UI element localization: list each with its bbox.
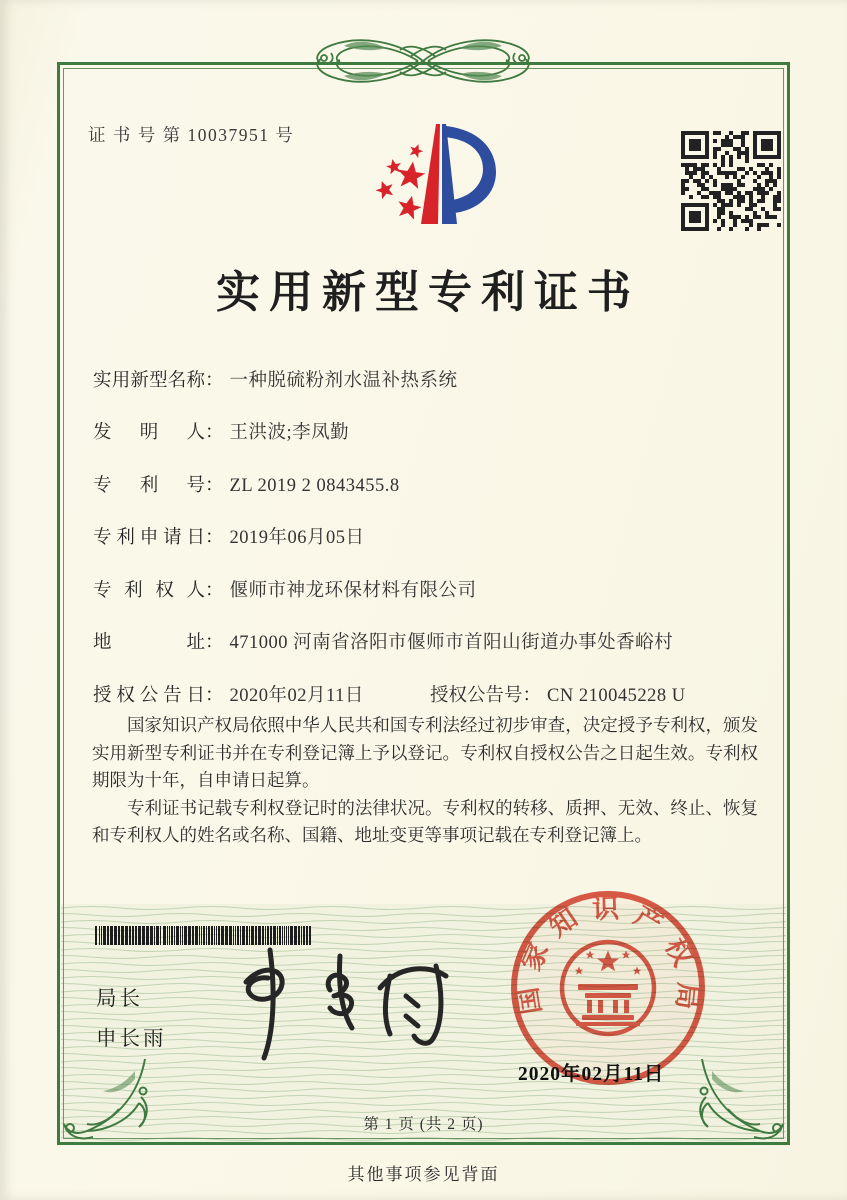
field-label: 授权公告日 <box>93 686 205 706</box>
field-value: 2019年06月05日 <box>229 528 365 548</box>
page-number: 第 1 页 (共 2 页) <box>363 1116 484 1133</box>
back-side-note: 其他事项参见背面 <box>347 1165 500 1184</box>
field-value: 一种脱硫粉剂水温补热系统 <box>229 371 458 391</box>
director-title-label: 局长 <box>96 988 143 1010</box>
field-label: 专利申请日 <box>93 528 205 548</box>
field-row-address <box>93 630 758 656</box>
field-row-patentee <box>93 578 758 604</box>
field-colon: ： <box>205 581 224 601</box>
cnipa-logo-icon <box>352 112 502 240</box>
seal-date: 2020年02月11日 <box>518 1064 665 1085</box>
field-row-grant <box>93 683 758 709</box>
field-row-patent-no <box>93 473 758 499</box>
qr-code <box>681 131 781 231</box>
field-colon: ： <box>205 423 224 443</box>
director-signature-icon <box>212 938 452 1068</box>
seal-arc-text: 国家知识产权局 <box>512 893 704 1017</box>
field-colon: ： <box>205 476 224 496</box>
field-value: 2020年02月11日 <box>229 686 364 706</box>
field-value: 471000 河南省洛阳市偃师市首阳山街道办事处香峪村 <box>229 633 674 653</box>
field-value: 偃师市神龙环保材料有限公司 <box>229 581 477 601</box>
field-colon: ： <box>205 528 224 548</box>
field-value: ZL 2019 2 0843455.8 <box>229 476 400 496</box>
field-row-name <box>93 368 758 394</box>
field-colon: ： <box>522 686 542 706</box>
field-row-inventor <box>93 420 758 446</box>
field-label: 地址 <box>93 633 205 653</box>
top-flourish-ornament-icon <box>270 33 576 93</box>
field-value: 王洪波;李凤勤 <box>229 423 350 443</box>
field-label: 授权公告号 <box>430 686 523 706</box>
field-label: 实用新型名称 <box>93 371 205 391</box>
paragraph: 国家知识产权局依照中华人民共和国专利法经过初步审查，决定授予专利权，颁发实用新型专利证书并在专利登记簿上予以登记。专利权自授权公告之日起生效。专利权期限为十年，自申请日起算。 <box>92 715 758 790</box>
director-name-label: 申长雨 <box>96 1028 167 1050</box>
certificate-number: 证 书 号 第 10037951 号 <box>88 125 295 145</box>
field-label: 专利号 <box>93 476 205 496</box>
field-label: 发明人 <box>93 423 205 443</box>
certificate-title: 实用新型专利证书 <box>216 268 640 317</box>
field-label: 专利权人 <box>93 581 205 601</box>
legal-text <box>92 712 758 850</box>
field-colon: ： <box>205 371 224 391</box>
grant-number-group <box>430 683 686 709</box>
field-row-filing-date <box>93 525 758 551</box>
field-colon: ： <box>205 633 224 653</box>
paragraph: 专利证书记载专利权登记时的法律状况。专利权的转移、质押、无效、终止、恢复和专利权人的姓名或名称、国籍、地址变更等事项记载在专利登记簿上。 <box>92 797 758 845</box>
field-colon: ： <box>205 686 224 706</box>
field-value: CN 210045228 U <box>547 686 686 706</box>
